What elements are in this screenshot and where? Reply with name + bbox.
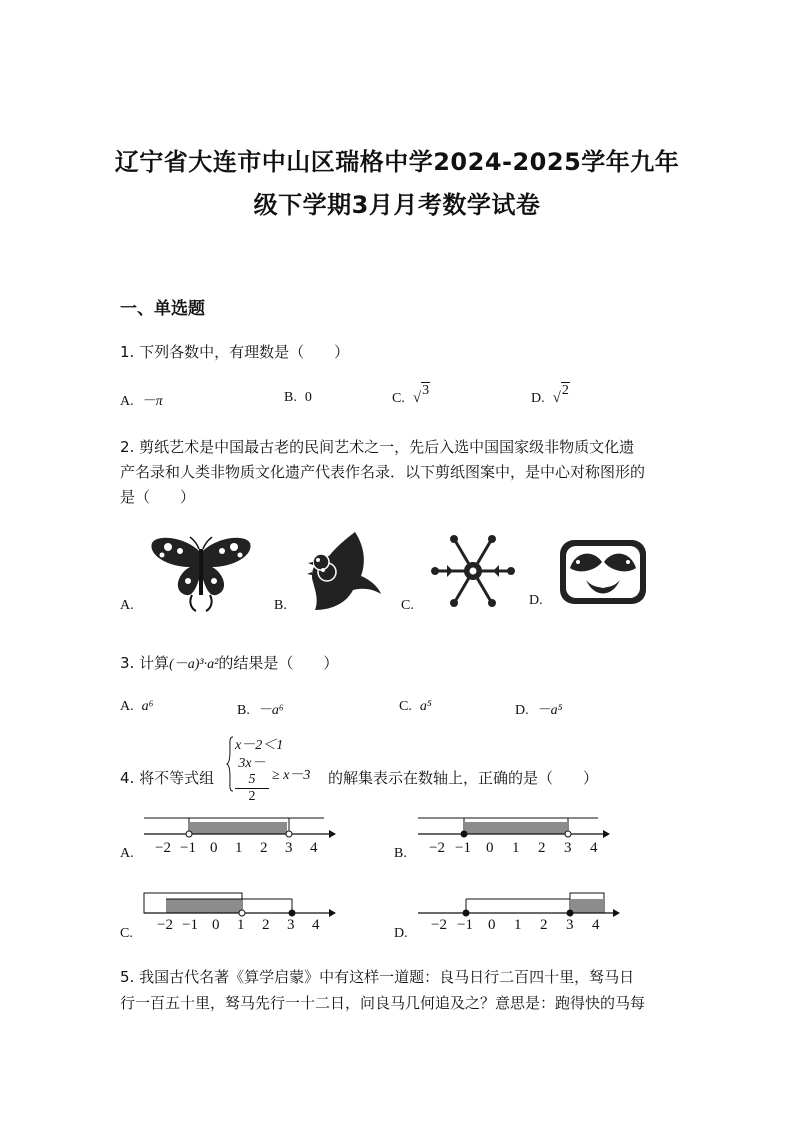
tick-label: 0 (212, 917, 220, 933)
tick-label: 4 (312, 917, 320, 933)
question-1-stem: 1. 下列各数中，有理数是（ ） (120, 343, 350, 361)
tick-label: 1 (237, 917, 245, 933)
tick-label: −2 (155, 840, 171, 856)
q2-option-a[interactable]: A. (120, 598, 134, 613)
option-value: a⁶ (141, 699, 154, 714)
option-value: －π (141, 394, 163, 409)
inequality-2-fraction (235, 756, 269, 805)
sqrt-symbol: √ (412, 390, 422, 406)
tick-label: 3 (285, 840, 293, 856)
option-label: C. (399, 699, 412, 714)
q4-option-a-label[interactable]: A. (120, 846, 134, 861)
q3-option-a[interactable] (120, 699, 154, 715)
inequality-1: x－2＜1 (235, 738, 284, 753)
question-5-line2: 行一百五十里，驽马先行一十二日，问良马几何追及之？意思是：跑得快的马每 (120, 994, 646, 1012)
option-label: A. (120, 699, 134, 714)
q1-option-a[interactable] (120, 390, 163, 410)
q2-option-b[interactable]: B. (274, 598, 287, 613)
option-label: D. (515, 703, 529, 718)
fish-papercut-image (558, 538, 648, 606)
tick-label: 2 (260, 840, 268, 856)
inequality-system (226, 734, 326, 804)
snowflake-papercut-image (430, 533, 516, 609)
page-title-line2: 级下学期3月月考数学试卷 (253, 191, 541, 219)
option-value: －a⁶ (257, 703, 284, 718)
option-label: D. (531, 391, 545, 406)
option-value: 2 (561, 383, 569, 398)
q3-option-b[interactable] (237, 699, 284, 719)
tick-label: 1 (514, 917, 522, 933)
fraction-denominator: 2 (248, 789, 256, 804)
q4-option-b-label[interactable]: B. (394, 846, 407, 861)
question-2-line1: 2. 剪纸艺术是中国最古老的民间艺术之一，先后入选中国国家级非物质文化遗 (120, 438, 635, 456)
tick-label: −2 (431, 917, 447, 933)
q3-expression: (－a)³·a² (169, 657, 219, 672)
inequality-2-rest: ≥ x－3 (272, 768, 311, 783)
tick-label: −1 (182, 917, 198, 933)
tick-label: 2 (538, 840, 546, 856)
tick-label: 4 (592, 917, 600, 933)
tick-label: 3 (287, 917, 295, 933)
question-4-post: 的解集表示在数轴上，正确的是（ ） (328, 769, 599, 787)
tick-label: 4 (590, 840, 598, 856)
option-value: －a⁵ (536, 703, 563, 718)
option-value: 3 (422, 383, 430, 398)
tick-label: −2 (157, 917, 173, 933)
tick-label: 2 (540, 917, 548, 933)
q2-option-d[interactable]: D. (529, 593, 543, 608)
tick-label: 0 (488, 917, 496, 933)
tick-label: 0 (210, 840, 218, 856)
section-heading: 一、单选题 (120, 299, 205, 319)
question-5-line1: 5. 我国古代名著《算学启蒙》中有这样一道题：良马日行二百四十里，驽马日 (120, 968, 635, 986)
q3-pre: 3. 计算 (120, 654, 170, 672)
question-2-line3: 是（ ） (120, 488, 196, 506)
butterfly-papercut-image (148, 533, 254, 613)
left-brace-icon (226, 736, 234, 792)
q3-option-c[interactable] (399, 699, 432, 715)
tick-label: 4 (310, 840, 318, 856)
tick-label: 1 (235, 840, 243, 856)
option-label: B. (284, 390, 297, 405)
q1-option-d[interactable] (531, 383, 570, 407)
tick-label: 2 (262, 917, 270, 933)
tick-label: −1 (455, 840, 471, 856)
sqrt-symbol: √ (552, 390, 561, 406)
q4-option-d-label[interactable]: D. (394, 926, 408, 941)
option-label: C. (392, 391, 405, 406)
tick-label: 3 (564, 840, 572, 856)
option-value: a⁵ (419, 699, 432, 714)
option-value: 0 (304, 390, 312, 405)
q3-post: 的结果是（ ） (218, 654, 339, 672)
question-3-stem (120, 652, 338, 676)
q4-option-c-label[interactable]: C. (120, 926, 133, 941)
option-label: B. (237, 703, 250, 718)
q2-option-c[interactable]: C. (401, 598, 414, 613)
question-4-pre: 4. 将不等式组 (120, 769, 215, 787)
question-2-line2: 产名录和人类非物质文化遗产代表作名录．以下剪纸图案中，是中心对称图形的 (120, 463, 646, 481)
page-title-line1: 辽宁省大连市中山区瑞格中学2024-2025学年九年 (114, 148, 680, 176)
option-label: A. (120, 394, 134, 409)
tick-label: −1 (180, 840, 196, 856)
q1-option-c[interactable] (392, 383, 430, 407)
birds-papercut-image (305, 530, 383, 612)
tick-label: 1 (512, 840, 520, 856)
tick-label: 0 (486, 840, 494, 856)
q1-option-b[interactable] (284, 390, 312, 406)
tick-label: 3 (566, 917, 574, 933)
q3-option-d[interactable] (515, 699, 563, 719)
tick-label: −2 (429, 840, 445, 856)
tick-label: −1 (457, 917, 473, 933)
fraction-numerator: 3x－5 (235, 756, 269, 789)
